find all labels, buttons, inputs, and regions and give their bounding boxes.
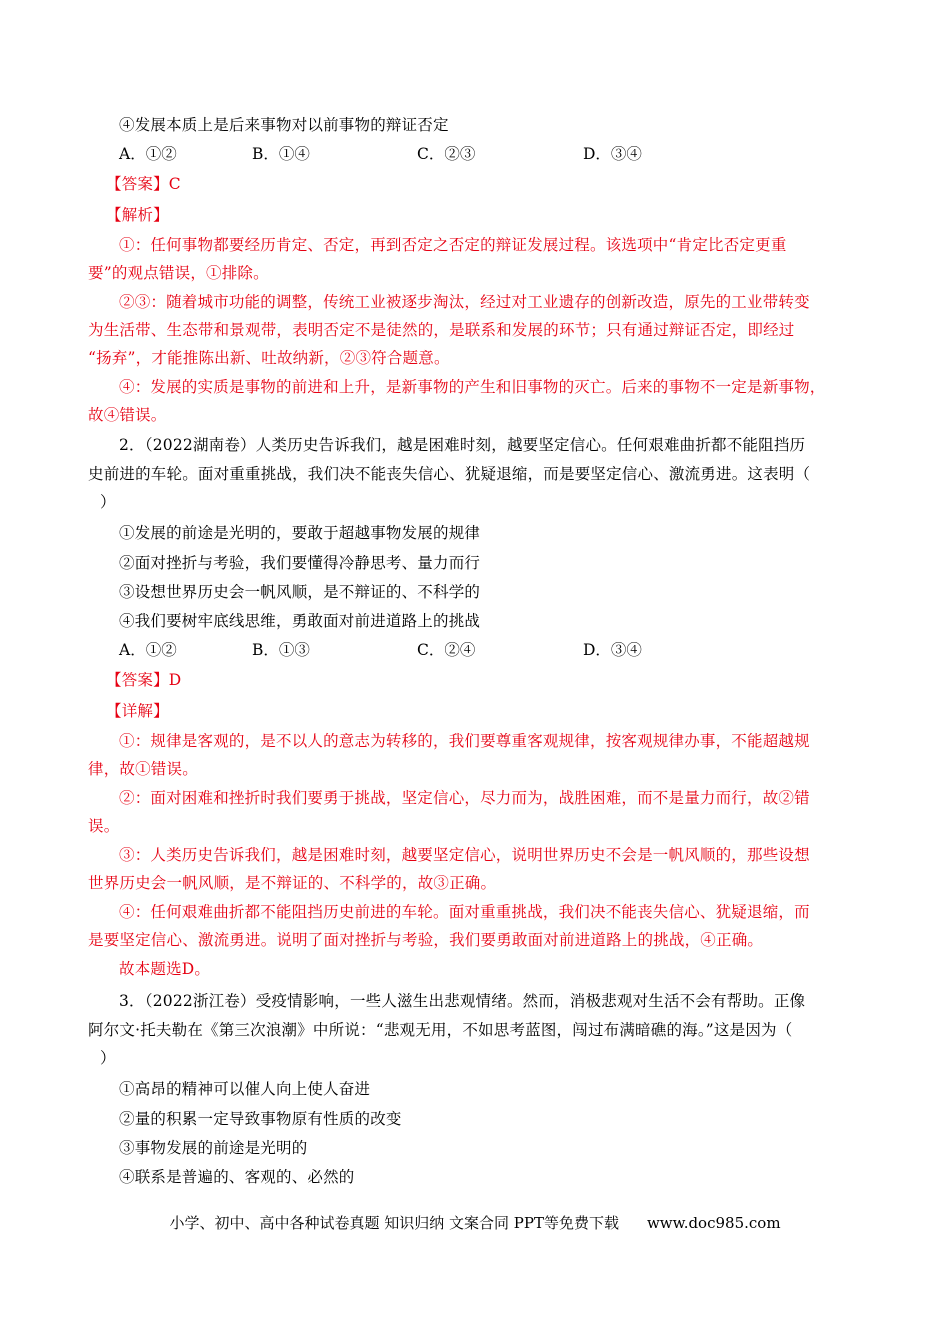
- q2-statement-1: ①发展的前途是光明的，要敢于超越事物发展的规律: [119, 524, 481, 542]
- q1-answer: 【答案】C: [106, 175, 181, 193]
- footer-url[interactable]: www.doc985.com: [646, 1214, 781, 1232]
- q2-analysis-line: 误。: [88, 817, 120, 835]
- q1-analysis-label: 【解析】: [106, 206, 169, 224]
- q2-analysis-line: ②：面对困难和挫折时我们要勇于挑战，坚定信心，尽力而为，战胜困难，而不是量力而行，故②错: [119, 789, 810, 807]
- q2-stem-line: ）: [100, 493, 116, 511]
- q2-option-a: A．①②: [119, 641, 177, 659]
- q2-analysis-line: 律，故①错误。: [88, 760, 198, 778]
- q2-option-b: B．①③: [252, 641, 310, 659]
- q1-analysis-line: ④：发展的实质是事物的前进和上升，是新事物的产生和旧事物的灭亡。后来的事物不一定是新事物，: [119, 378, 826, 396]
- q2-conclusion: 故本题选D。: [119, 960, 211, 978]
- q2-analysis-line: 是要坚定信心、激流勇进。说明了面对挫折与考验，我们要勇敢面对前进道路上的挑战，④正确。: [88, 931, 764, 949]
- q1-option-b: B．①④: [252, 145, 310, 163]
- q2-analysis-line: ①：规律是客观的，是不以人的意志为转移的，我们要尊重客观规律，按客观规律办事，不能超越规: [119, 732, 810, 750]
- q2-stem-line: 史前进的车轮。面对重重挑战，我们决不能丧失信心、犹疑退缩，而是要坚定信心、激流勇进。这表明（: [88, 465, 811, 483]
- q2-statement-2: ②面对挫折与考验，我们要懂得冷静思考、量力而行: [119, 554, 481, 572]
- q2-analysis-line: ③：人类历史告诉我们，越是困难时刻，越要坚定信心，说明世界历史不会是一帆风顺的，那些设想: [119, 846, 810, 864]
- q3-stem-line: ）: [100, 1049, 116, 1067]
- q1-analysis-line: 为生活带、生态带和景观带，表明否定不是徒然的，是联系和发展的环节；只有通过辩证否定，即经过: [88, 321, 795, 339]
- q1-option-a: A．①②: [119, 145, 177, 163]
- q1-analysis-line: 要”的观点错误，①排除。: [88, 264, 269, 282]
- q2-option-c: C．②④: [417, 641, 476, 659]
- q1-analysis-line: ①：任何事物都要经历肯定、否定，再到否定之否定的辩证发展过程。该选项中“肯定比否定更重: [119, 236, 787, 254]
- q3-stem-line: 3．（2022浙江卷）受疫情影响，一些人滋生出悲观情绪。然而，消极悲观对生活不会有帮助。正像: [119, 992, 806, 1010]
- q1-statement-4: ④发展本质上是后来事物对以前事物的辩证否定: [119, 116, 449, 134]
- footer-text: 小学、初中、高中各种试卷真题 知识归纳 文案合同 PPT等免费下载: [169, 1214, 619, 1232]
- q2-statement-4: ④我们要树牢底线思维，勇敢面对前进道路上的挑战: [119, 612, 481, 630]
- q2-statement-3: ③设想世界历史会一帆风顺，是不辩证的、不科学的: [119, 583, 481, 601]
- q2-analysis-label: 【详解】: [106, 702, 169, 720]
- page-footer: [0, 1213, 950, 1233]
- q3-statement-1: ①高昂的精神可以催人向上使人奋进: [119, 1080, 371, 1098]
- q3-statement-3: ③事物发展的前途是光明的: [119, 1139, 308, 1157]
- q2-answer: 【答案】D: [106, 671, 182, 689]
- q2-stem-line: 2．（2022湖南卷）人类历史告诉我们，越是困难时刻，越要坚定信心。任何艰难曲折都不能阻挡历: [119, 436, 806, 454]
- q1-option-c: C．②③: [417, 145, 476, 163]
- q3-statement-2: ②量的积累一定导致事物原有性质的改变: [119, 1110, 402, 1128]
- q1-analysis-line: ②③：随着城市功能的调整，传统工业被逐步淘汰，经过对工业遗存的创新改造，原先的工业带转变: [119, 293, 810, 311]
- q3-stem-line: 阿尔文·托夫勒在《第三次浪潮》中所说：“悲观无用，不如思考蓝图，闯过布满暗礁的海。”这是因为（: [88, 1021, 793, 1039]
- q1-analysis-line: 故④错误。: [88, 406, 167, 424]
- q2-analysis-line: 世界历史会一帆风顺，是不辩证的、不科学的，故③正确。: [88, 874, 497, 892]
- q2-analysis-line: ④：任何艰难曲折都不能阻挡历史前进的车轮。面对重重挑战，我们决不能丧失信心、犹疑退缩，而: [119, 903, 810, 921]
- q1-option-d: D．③④: [583, 145, 642, 163]
- q2-option-d: D．③④: [583, 641, 642, 659]
- q1-analysis-line: “扬弃”，才能推陈出新、吐故纳新，②③符合题意。: [88, 349, 450, 367]
- q3-statement-4: ④联系是普遍的、客观的、必然的: [119, 1168, 355, 1186]
